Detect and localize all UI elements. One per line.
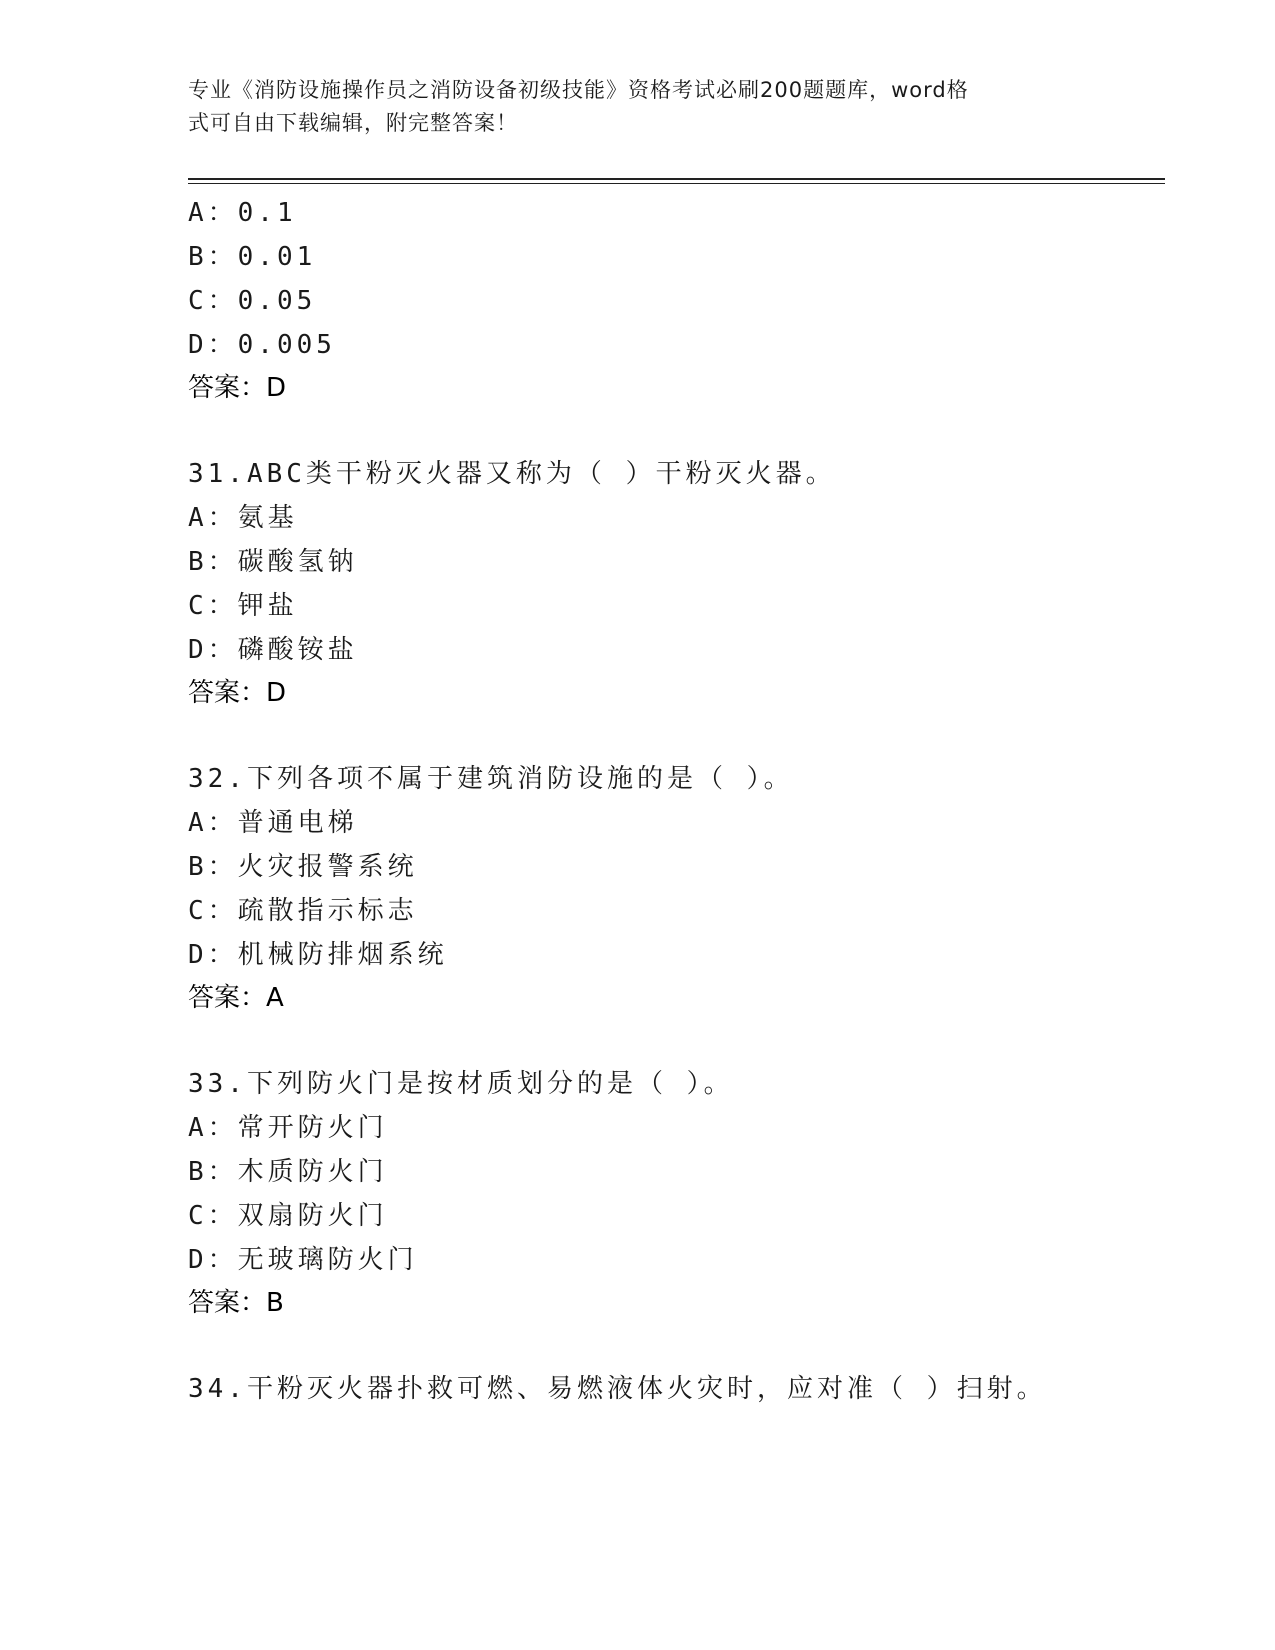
header-divider-thick [188, 178, 1165, 180]
header-divider-thin [188, 183, 1165, 184]
q34-question: 34.干粉灭火器扑救可燃、易燃液体火灾时，应对准（ ）扫射。 [188, 1374, 1047, 1404]
q31-option-c: C：钾盐 [188, 591, 298, 621]
q32-answer: 答案：A [188, 983, 284, 1013]
q32-question: 32.下列各项不属于建筑消防设施的是（ ）。 [188, 764, 794, 794]
q30-option-d: D：0.005 [188, 330, 336, 360]
q31-question: 31.ABC类干粉灭火器又称为（ ）干粉灭火器。 [188, 459, 836, 489]
q32-option-b: B：火灾报警系统 [188, 852, 418, 882]
q30-option-c: C：0.05 [188, 286, 317, 316]
q33-option-d: D：无玻璃防火门 [188, 1245, 418, 1275]
header-line-2: 式可自由下载编辑，附完整答案！ [188, 111, 518, 135]
q31-option-d: D：磷酸铵盐 [188, 635, 358, 665]
q31-option-a: A：氨基 [188, 503, 298, 533]
q31-option-b: B：碳酸氢钠 [188, 547, 358, 577]
q32-option-d: D：机械防排烟系统 [188, 940, 448, 970]
q32-option-c: C：疏散指示标志 [188, 896, 418, 926]
q33-option-b: B：木质防火门 [188, 1157, 388, 1187]
q33-question: 33.下列防火门是按材质划分的是（ ）。 [188, 1069, 734, 1099]
q31-answer: 答案：D [188, 678, 287, 708]
q32-option-a: A：普通电梯 [188, 808, 358, 838]
document-header [188, 74, 1088, 140]
q30-option-b: B：0.01 [188, 242, 317, 272]
header-line-1: 专业《消防设施操作员之消防设备初级技能》资格考试必刷200题题库，word格 [188, 78, 969, 102]
q33-answer: 答案：B [188, 1288, 284, 1318]
q33-option-c: C：双扇防火门 [188, 1201, 388, 1231]
q33-option-a: A：常开防火门 [188, 1113, 388, 1143]
q30-answer: 答案：D [188, 373, 287, 403]
q30-option-a: A：0.1 [188, 198, 297, 228]
